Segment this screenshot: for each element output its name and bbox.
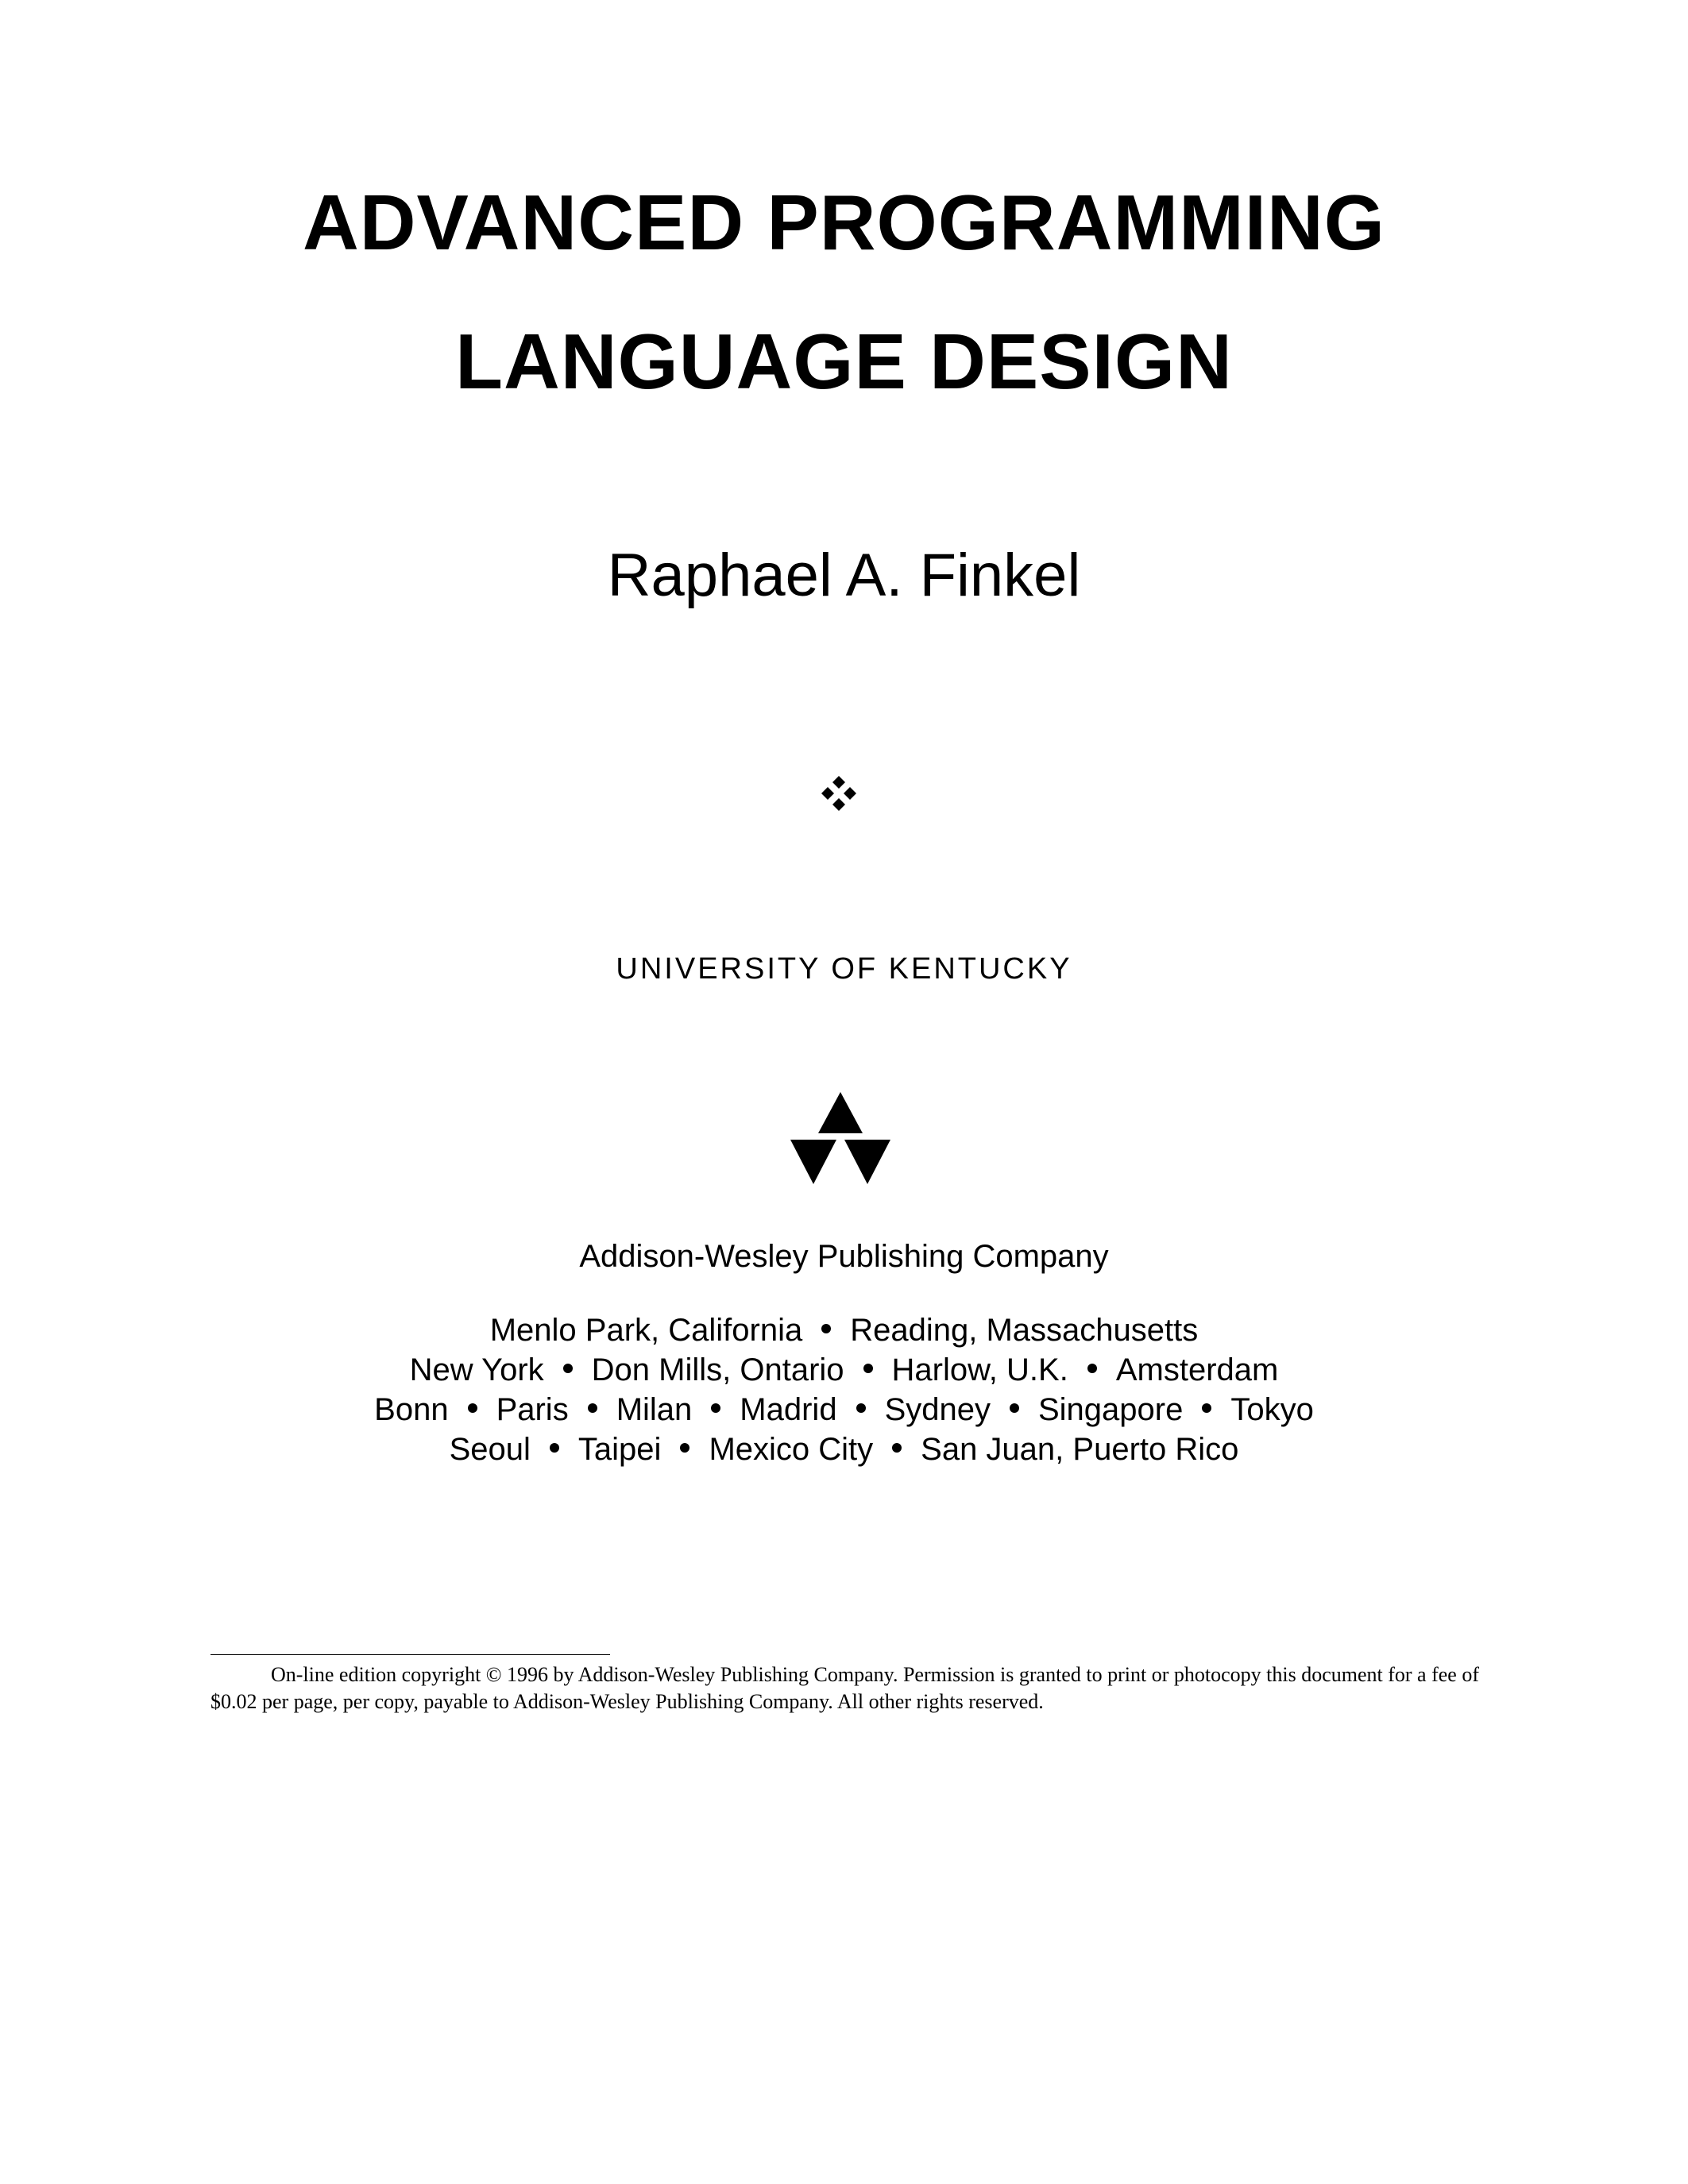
- city-name: Don Mills, Ontario: [591, 1352, 844, 1387]
- publisher-cities: [0, 1310, 1688, 1469]
- city-line: [0, 1310, 1688, 1350]
- bullet-separator-icon: [863, 1364, 873, 1373]
- bullet-separator-icon: [563, 1364, 573, 1373]
- city-name: Amsterdam: [1115, 1352, 1279, 1387]
- bullet-separator-icon: [550, 1443, 559, 1453]
- city-name: Mexico City: [709, 1432, 874, 1467]
- city-name: New York: [409, 1352, 544, 1387]
- city-line: [0, 1430, 1688, 1469]
- bullet-separator-icon: [1202, 1403, 1211, 1413]
- city-line: [0, 1390, 1688, 1430]
- bullet-separator-icon: [711, 1403, 720, 1413]
- four-diamond-ornament-icon: [820, 774, 858, 812]
- city-name: Menlo Park, California: [489, 1313, 803, 1348]
- footnote-rule: [211, 1654, 610, 1655]
- bullet-separator-icon: [821, 1324, 831, 1333]
- title-line-2: LANGUAGE DESIGN: [455, 318, 1233, 405]
- title-line-1: ADVANCED PROGRAMMING: [303, 179, 1385, 266]
- city-name: San Juan, Puerto Rico: [921, 1432, 1239, 1467]
- city-name: Paris: [496, 1392, 569, 1427]
- city-name: Madrid: [740, 1392, 837, 1427]
- city-name: Seoul: [449, 1432, 531, 1467]
- bullet-separator-icon: [856, 1403, 866, 1413]
- city-name: Reading, Massachusetts: [850, 1313, 1199, 1348]
- city-name: Sydney: [884, 1392, 991, 1427]
- bullet-separator-icon: [588, 1403, 597, 1413]
- copyright-footnote: On-line edition copyright © 1996 by Addison-Wesley Publishing Company. Permission is granted to print or photocopy this document for a fee of $0.02 per page, per copy, payable to Addison-Wesley Publishing Company. All other rights reserved.: [211, 1663, 1479, 1713]
- bullet-separator-icon: [680, 1443, 689, 1453]
- city-line: [0, 1350, 1688, 1390]
- author-name: Raphael A. Finkel: [607, 542, 1081, 609]
- institution-name: UNIVERSITY OF KENTUCKY: [616, 952, 1072, 986]
- publisher-name: Addison-Wesley Publishing Company: [579, 1239, 1109, 1274]
- city-name: Harlow, U.K.: [891, 1352, 1068, 1387]
- city-name: Singapore: [1037, 1392, 1184, 1427]
- city-name: Bonn: [374, 1392, 449, 1427]
- addison-wesley-logo-icon: [790, 1092, 890, 1184]
- bullet-separator-icon: [1010, 1403, 1019, 1413]
- city-name: Tokyo: [1230, 1392, 1314, 1427]
- bullet-separator-icon: [1087, 1364, 1097, 1373]
- city-name: Milan: [616, 1392, 693, 1427]
- bullet-separator-icon: [892, 1443, 902, 1453]
- bullet-separator-icon: [468, 1403, 477, 1413]
- city-name: Taipei: [577, 1432, 662, 1467]
